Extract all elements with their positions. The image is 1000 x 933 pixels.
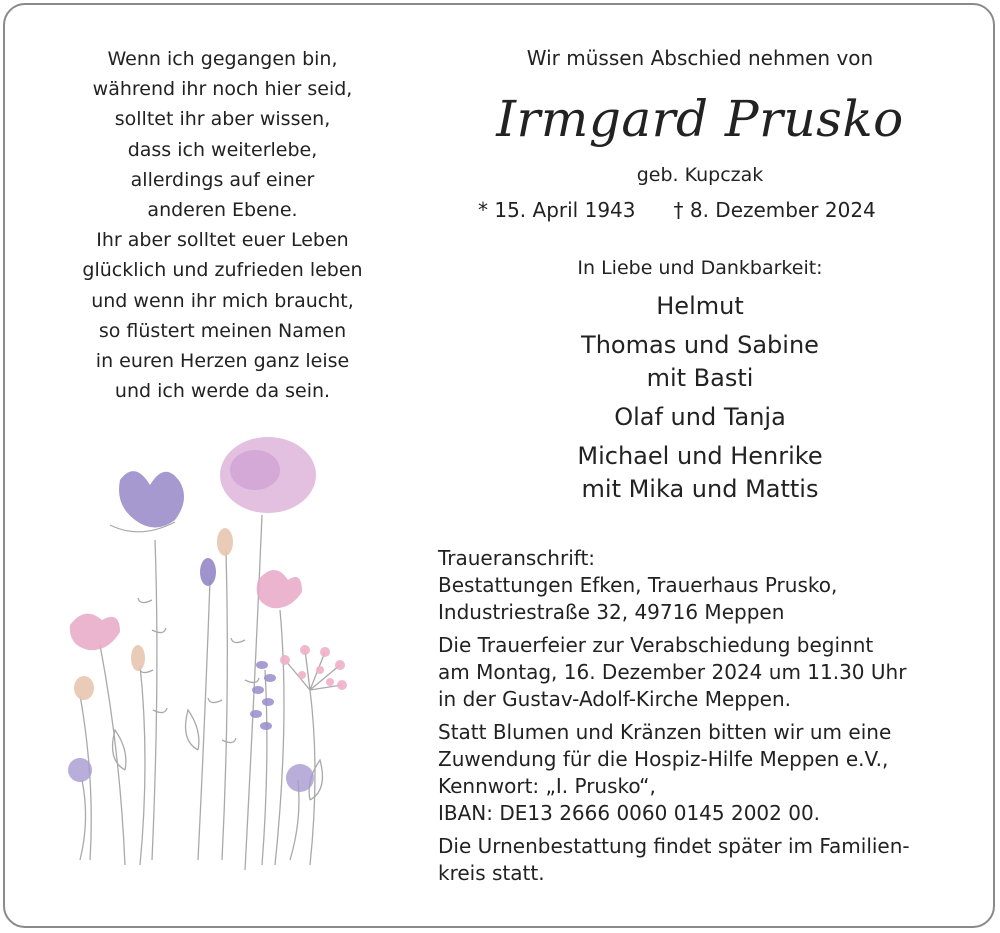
poem-line: so flüstert meinen Namen <box>98 319 347 342</box>
mourner-group <box>440 401 960 434</box>
info-block-service <box>438 632 968 713</box>
poem <box>40 44 405 406</box>
poem-line: glücklich und zufrieden leben <box>82 259 363 282</box>
mourner-group <box>440 329 960 395</box>
info-line: Die Urnenbestattung findet später im Familien- <box>438 834 910 858</box>
death-date: † 8. Dezember 2024 <box>673 198 876 222</box>
info-block-donation <box>438 719 968 827</box>
info-line: IBAN: DE13 2666 0060 0145 2002 00. <box>438 801 821 825</box>
mourner-group <box>440 440 960 506</box>
info-block-burial <box>438 833 968 887</box>
mourners-intro: In Liebe und Dankbarkeit: <box>577 257 823 279</box>
mourner-line: Helmut <box>656 292 744 320</box>
poem-line: allerdings auf einer <box>130 168 315 191</box>
mourner-line: Michael und Henrike <box>577 442 823 470</box>
info-line: Bestattungen Efken, Trauerhaus Prusko, <box>438 573 838 597</box>
mourner-line: mit Basti <box>646 364 754 392</box>
poem-line: während ihr noch hier seid, <box>92 78 353 101</box>
poem-line: Ihr aber solltet euer Leben <box>96 229 349 252</box>
info-line: Kennwort: „I. Prusko“, <box>438 774 656 798</box>
poem-line: dass ich weiterlebe, <box>127 138 318 161</box>
poem-line: und wenn ihr mich braucht, <box>91 289 354 312</box>
mourner-group <box>440 290 960 323</box>
watercolor-flowers-illustration <box>40 420 410 890</box>
mourners-list <box>440 290 960 512</box>
info-line: Statt Blumen und Kränzen bitten wir um eine <box>438 720 892 744</box>
poem-line: in euren Herzen ganz leise <box>95 350 350 373</box>
birth-date: * 15. April 1943 <box>478 198 636 222</box>
mourner-line: Olaf und Tanja <box>614 403 786 431</box>
mourner-line: Thomas und Sabine <box>581 331 819 359</box>
poem-line: solltet ihr aber wissen, <box>114 108 331 131</box>
maiden-name: geb. Kupczak <box>636 164 764 186</box>
info-line: Industriestraße 32, 49716 Meppen <box>438 600 785 624</box>
info-line: Zuwendung für die Hospiz-Hilfe Meppen e.V., <box>438 747 889 771</box>
deceased-name: Irmgard Prusko <box>496 90 904 148</box>
poem-line: und ich werde da sein. <box>114 380 331 403</box>
info-block-address <box>438 545 968 626</box>
info-line: in der Gustav-Adolf-Kirche Meppen. <box>438 687 791 711</box>
info-section <box>438 545 968 893</box>
info-line: kreis statt. <box>438 861 545 885</box>
intro-text: Wir müssen Abschied nehmen von <box>526 46 874 70</box>
info-line: Die Trauerfeier zur Verabschiedung beginnt <box>438 633 874 657</box>
info-line: Traueranschrift: <box>438 546 596 570</box>
poem-line: anderen Ebene. <box>147 199 298 222</box>
info-line: am Montag, 16. Dezember 2024 um 11.30 Uhr <box>438 660 907 684</box>
life-dates <box>478 198 876 222</box>
mourner-line: mit Mika und Mattis <box>581 475 819 503</box>
poem-line: Wenn ich gegangen bin, <box>107 48 338 70</box>
